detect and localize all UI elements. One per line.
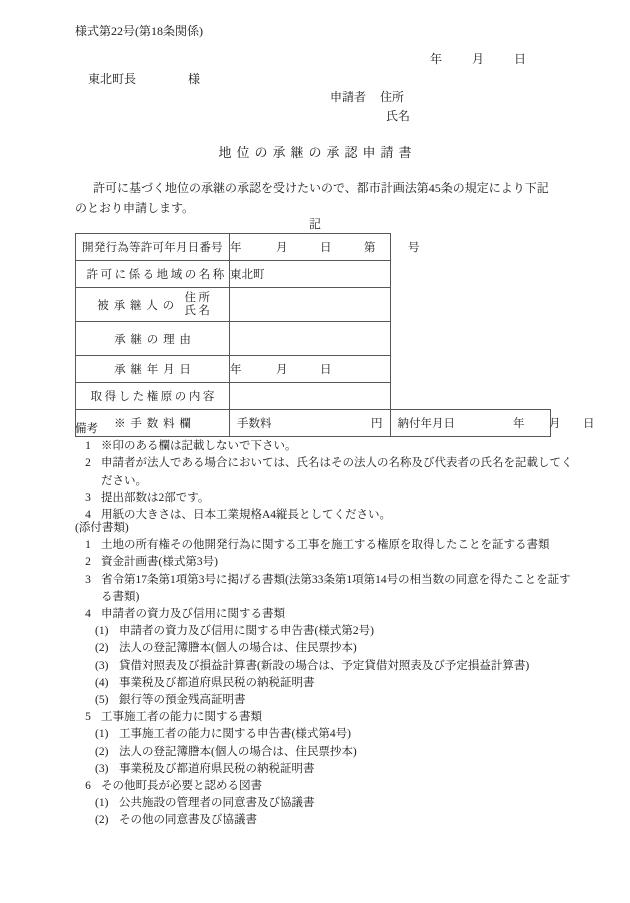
attachment-item [75,554,580,571]
attachment-subitem [75,812,580,829]
attachment-number: 5 [85,711,91,724]
row-value-predecessor[interactable] [230,288,391,322]
row-value-reason[interactable] [230,322,391,356]
subitem-text: 事業税及び都道府県民税の納税証明書 [119,676,315,689]
body-paragraph: 許可に基づく地位の承継の承認を受けたいので、都市計画法第45条の規定により下記のとおり申請します。 [75,181,549,215]
page-title: 地位の承継の承認申請書 [218,145,417,160]
attachment-text: 工事施工者の能力に関する書類 [101,711,262,724]
note-number: 4 [85,509,91,522]
row-label-succession-date [76,356,230,383]
notes-heading: 備考 [75,423,98,435]
label-text: 開発行為等許可年月日番号 [82,242,223,254]
row-label-area-name [76,261,230,288]
label-text: 承継年月日 [114,364,196,376]
subitem-text: その他の同意書及び協議書 [119,814,257,827]
attachment-text: 申請者の資力及び信用に関する書類 [101,608,285,621]
note-item [75,455,575,489]
permit-day: 日 [320,242,332,254]
notes-section [75,421,575,524]
subitem-text: 銀行等の預金残高証明書 [119,694,246,707]
attachment-item [75,778,580,795]
predecessor-name-label: 氏名 [184,304,213,317]
attachment-item [75,537,580,554]
subitem-number: (1) [95,625,109,638]
note-text: ※印のある欄は記載しないで下さい。 [101,440,297,453]
succession-year: 年 [230,364,242,376]
fee-label: 手数料 [237,418,272,430]
attachment-number: 4 [85,608,91,621]
attachment-text: その他町長が必要と認める図書 [101,780,262,793]
note-text: 申請者が法人である場合においては、氏名はその法人の名称及び代表者の氏名を記載してください。 [101,457,573,487]
table-row-reason [76,322,551,356]
attachment-item [75,572,580,606]
table-row-title-content [76,383,551,410]
addressee-honorific: 様 [188,72,201,86]
attachment-item [75,709,580,726]
subitem-text: 申請者の資力及び信用に関する申告書(様式第2号) [119,625,374,638]
form-number: 様式第22号(第18条関係) [75,24,203,38]
predecessor-address-label: 住所 [184,291,213,304]
note-number: 3 [85,491,91,504]
subitem-number: (5) [95,694,109,707]
attachment-subitem [75,726,580,743]
issue-date-month: 月 [472,52,485,66]
row-label-reason [76,322,230,356]
permit-dai: 第 [364,242,376,254]
subitem-number: (1) [95,797,109,810]
attachment-number: 6 [85,780,91,793]
row-value-area-name[interactable]: 東北町 [230,261,391,288]
row-label-predecessor [76,288,230,322]
attachment-text: 省令第17条第1項第3号に掲げる書類(法第33条第1項第14号の相当数の同意を得たことを証する書類) [101,573,571,603]
issue-date-day: 日 [514,52,527,66]
note-item [75,438,575,455]
applicant-address-label: 住所 [380,90,405,104]
permit-go: 号 [408,242,420,254]
subitem-number: (3) [95,659,109,672]
subitem-text: 法人の登記簿謄本(個人の場合は、住民票抄本) [119,745,357,758]
label-text: 取得した権原の内容 [90,391,217,403]
addressee-line [88,70,200,87]
predecessor-label-right [182,292,213,318]
attachment-subitem [75,692,580,709]
note-number: 2 [85,457,91,470]
attachment-subitem [75,640,580,657]
attachment-subitem [75,658,580,675]
attachment-item [75,606,580,623]
succession-day: 日 [320,364,332,376]
issue-date-line [430,50,526,67]
subitem-text: 事業税及び都道府県民税の納税証明書 [119,762,315,775]
row-value-succession-date[interactable] [230,356,391,383]
attachment-number: 2 [85,556,91,569]
payment-month: 月 [549,418,561,430]
table-row-succession-date [76,356,551,383]
predecessor-label-left: 被承継人の [97,299,179,312]
row-label-title-content [76,383,230,410]
note-item [75,490,575,507]
fee-unit: 円 [371,418,383,430]
note-text: 用紙の大きさは、日本工業規格A4縦長としてください。 [101,509,392,522]
subitem-text: 貸借対照表及び損益計算書(新設の場合は、予定貸借対照表及び予定損益計算書) [119,659,530,672]
subitem-number: (3) [95,762,109,775]
applicant-name-label: 氏名 [386,109,411,123]
succession-month: 月 [276,364,288,376]
payment-date-label: 納付年月日 [397,418,455,430]
subitem-text: 公共施設の管理者の同意書及び協議書 [119,797,315,810]
label-text: 承継の理由 [114,333,196,346]
note-text: 提出部数は2部です。 [101,491,210,504]
permit-year: 年 [230,242,242,254]
subitem-text: 工事施工者の能力に関する申告書(様式第4号) [119,728,351,741]
attachment-subitem [75,675,580,692]
payment-year: 年 [513,418,525,430]
table-row-predecessor [76,288,551,322]
attachment-text: 資金計画書(様式第3号) [101,556,218,569]
row-label-permit-number [76,234,230,261]
table-row-area-name [76,261,551,288]
application-table [75,233,595,437]
attachment-subitem [75,761,580,778]
subitem-number: (2) [95,745,109,758]
row-value-permit-number[interactable] [230,234,420,261]
subitem-number: (1) [95,728,109,741]
subitem-number: (4) [95,676,109,689]
attachment-number: 3 [85,573,91,586]
payment-day: 日 [583,418,595,430]
attachments-heading: (添付書類) [75,522,129,534]
applicant-address-line [330,88,404,105]
row-value-title-content[interactable] [230,383,391,410]
table-row-permit-number [76,234,551,261]
issue-date-year: 年 [430,52,443,66]
addressee-name: 東北町長 [88,72,137,86]
applicant-label: 申請者 [330,90,367,104]
permit-month: 月 [276,242,288,254]
label-text: ※手数料欄 [114,418,196,430]
attachment-subitem [75,623,580,640]
subitem-text: 法人の登記簿謄本(個人の場合は、住民票抄本) [119,642,357,655]
attachment-number: 1 [85,539,91,552]
attachment-text: 土地の所有権その他開発行為に関する工事を施工する権原を取得したことを証する書類 [101,539,550,552]
attachments-section [75,520,580,830]
ki-mark: 記 [308,217,321,231]
attachment-subitem [75,744,580,761]
note-number: 1 [85,440,91,453]
subitem-number: (2) [95,814,109,827]
subitem-number: (2) [95,642,109,655]
attachment-subitem [75,795,580,812]
label-text: 許可に係る地域の名称 [86,269,227,281]
